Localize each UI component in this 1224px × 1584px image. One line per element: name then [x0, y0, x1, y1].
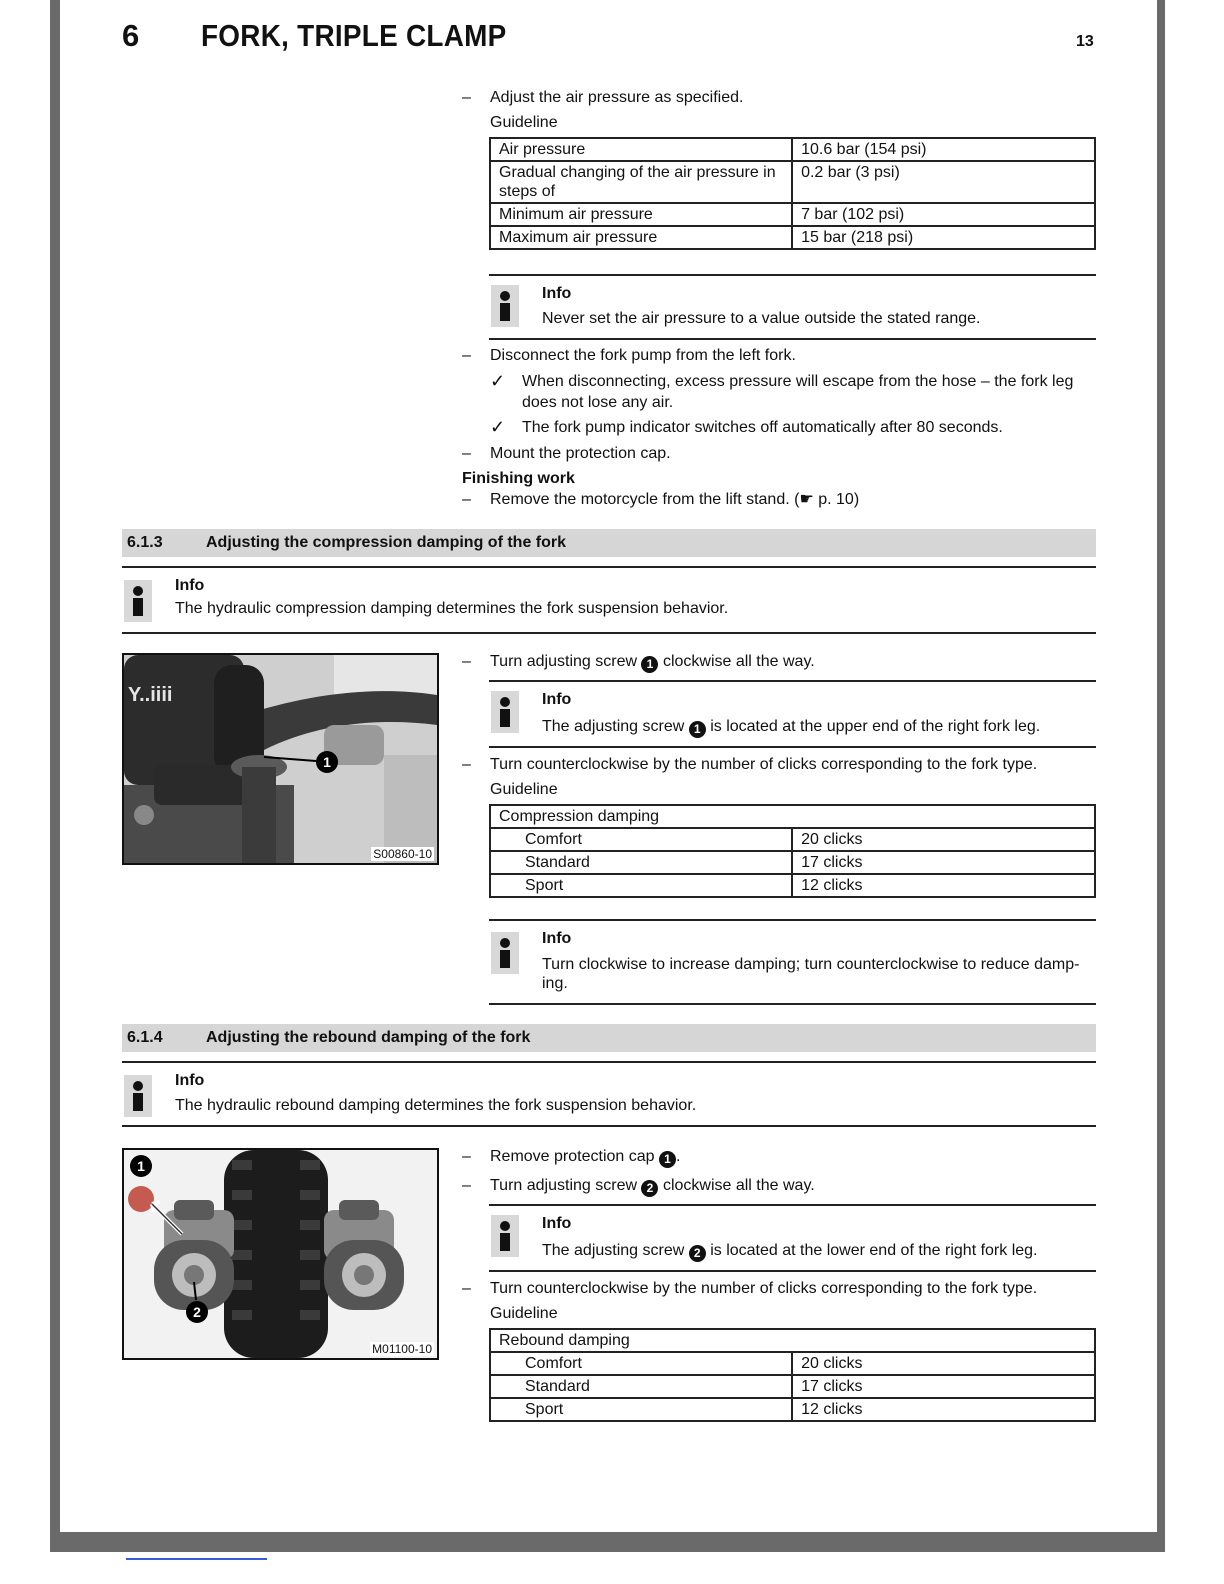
- table-row: [490, 828, 1095, 851]
- page-frame-right: [1157, 0, 1165, 1552]
- bullet-dash: –: [462, 89, 471, 106]
- table-cell: Comfort: [490, 828, 792, 851]
- info-icon: [491, 1215, 519, 1257]
- step-remove-cap: Remove protection cap 1 .: [490, 1148, 681, 1166]
- table-cell: Sport: [490, 874, 792, 897]
- step-turn-screw-clockwise: Turn adjusting screw 2 clockwise all the way.: [490, 1177, 815, 1195]
- info-text: The hydraulic compression damping determines the fork suspension behavior.: [175, 600, 729, 617]
- step-mount-cap: Mount the protection cap.: [490, 445, 671, 462]
- info-box-damping-direction: [489, 919, 1096, 1005]
- bullet-dash: –: [462, 1148, 471, 1165]
- page-number: 13: [1076, 33, 1094, 50]
- table-cell: 12 clicks: [792, 1398, 1095, 1421]
- info-title: Info: [542, 930, 572, 947]
- figure-illustration: [124, 655, 437, 863]
- bullet-dash: –: [462, 1177, 471, 1194]
- info-icon: [124, 580, 152, 622]
- table-cell: 20 clicks: [792, 828, 1095, 851]
- info-icon: [491, 932, 519, 974]
- table-cell: 20 clicks: [792, 1352, 1095, 1375]
- table-cell: 15 bar (218 psi): [792, 226, 1095, 249]
- air-pressure-table: [489, 137, 1096, 250]
- checkmark-icon: ✓: [490, 417, 506, 437]
- section-rule: [122, 1061, 1096, 1063]
- info-icon: [124, 1075, 152, 1117]
- bullet-dash: –: [462, 653, 471, 670]
- callout-number: 1: [689, 721, 706, 738]
- info-text-line1: Turn clockwise to increase damping; turn counterclockwise to reduce damp-: [542, 956, 1080, 973]
- info-text: Never set the air pressure to a value outside the stated range.: [542, 310, 981, 327]
- info-text: The adjusting screw 2 is located at the lower end of the right fork leg.: [542, 1242, 1038, 1260]
- bullet-dash: –: [462, 756, 471, 773]
- info-text-line2: ing.: [542, 975, 568, 992]
- table-cell: Minimum air pressure: [490, 203, 792, 226]
- step-adjust-air: Adjust the air pressure as specified.: [490, 89, 744, 106]
- bullet-dash: –: [462, 491, 471, 508]
- callout-number: 2: [689, 1245, 706, 1262]
- callout-number: 1: [641, 656, 658, 673]
- info-title: Info: [542, 1215, 572, 1232]
- section-title: Adjusting the rebound damping of the fork: [206, 1029, 531, 1046]
- section-number: 6.1.3: [127, 534, 163, 551]
- svg-text:Y..iiii: Y..iiii: [128, 684, 173, 706]
- info-icon: [491, 691, 519, 733]
- figure-code: S00860-10: [373, 847, 432, 861]
- table-row: [490, 874, 1095, 897]
- info-box-screw-location: [489, 1204, 1096, 1272]
- table-row: [490, 851, 1095, 874]
- table-row: [490, 1352, 1095, 1375]
- info-title: Info: [542, 691, 572, 708]
- info-box-compression: [122, 575, 1096, 634]
- info-text: The hydraulic rebound damping determines the fork suspension behavior.: [175, 1097, 697, 1114]
- table-cell: Gradual changing of the air pressure in steps of: [490, 161, 792, 203]
- step-disconnect-pump: Disconnect the fork pump from the left fork.: [490, 347, 796, 364]
- page-frame-bottom: [50, 1532, 1165, 1552]
- bullet-dash: –: [462, 1280, 471, 1297]
- table-cell: 17 clicks: [792, 851, 1095, 874]
- info-icon: [491, 285, 519, 327]
- step-remove-motorcycle[interactable]: Remove the motorcycle from the lift stand. (☛ p. 10): [490, 491, 860, 508]
- guideline-label: Guideline: [490, 1305, 558, 1322]
- table-cell: 17 clicks: [792, 1375, 1095, 1398]
- step-turn-counterclockwise: Turn counterclockwise by the number of clicks corresponding to the fork type.: [490, 756, 1038, 773]
- info-text: The adjusting screw 1 is located at the upper end of the right fork leg.: [542, 718, 1041, 736]
- table-cell: 0.2 bar (3 psi): [792, 161, 1095, 203]
- table-header-row: [490, 1329, 1095, 1352]
- bullet-dash: –: [462, 347, 471, 364]
- table-header: Compression damping: [490, 805, 1095, 828]
- guideline-label: Guideline: [490, 114, 558, 131]
- info-box-air: [489, 274, 1096, 340]
- table-cell: Standard: [490, 1375, 792, 1398]
- table-row: [490, 226, 1095, 249]
- info-title: Info: [542, 285, 572, 302]
- table-cell: Comfort: [490, 1352, 792, 1375]
- link-underline[interactable]: [126, 1558, 267, 1560]
- table-row: [490, 161, 1095, 203]
- table-header: Rebound damping: [490, 1329, 1095, 1352]
- info-box-screw-location: [489, 680, 1096, 748]
- chapter-number: 6: [122, 18, 140, 53]
- info-title: Info: [175, 1072, 205, 1089]
- finishing-work-heading: Finishing work: [462, 470, 575, 487]
- table-cell: 12 clicks: [792, 874, 1095, 897]
- info-box-rebound: [122, 1070, 1096, 1127]
- checkmark-icon: ✓: [490, 371, 506, 391]
- table-cell: 7 bar (102 psi): [792, 203, 1095, 226]
- table-cell: Sport: [490, 1398, 792, 1421]
- rebound-damping-table: [489, 1328, 1096, 1422]
- table-cell: 10.6 bar (154 psi): [792, 138, 1095, 161]
- callout-number: 2: [641, 1180, 658, 1197]
- figure-callout: 1: [323, 754, 331, 770]
- bullet-dash: –: [462, 445, 471, 462]
- section-rule: [122, 566, 1096, 568]
- table-header-row: [490, 805, 1095, 828]
- section-number: 6.1.4: [127, 1029, 163, 1046]
- table-row: [490, 138, 1095, 161]
- figure-compression-screw: [122, 653, 439, 865]
- section-header-compression: [122, 529, 1096, 557]
- page-frame-left: [50, 0, 60, 1552]
- table-cell: Air pressure: [490, 138, 792, 161]
- check-result-line1: When disconnecting, excess pressure will escape from the hose – the fork leg: [522, 373, 1074, 390]
- table-row: [490, 1398, 1095, 1421]
- check-result-line2: does not lose any air.: [522, 394, 674, 411]
- check-result-indicator: The fork pump indicator switches off automatically after 80 seconds.: [522, 419, 1003, 436]
- guideline-label: Guideline: [490, 781, 558, 798]
- figure-callout: 2: [193, 1304, 201, 1320]
- callout-number: 1: [659, 1151, 676, 1168]
- section-header-rebound: [122, 1024, 1096, 1052]
- figure-rebound-screw: [122, 1148, 439, 1360]
- step-turn-screw-clockwise: Turn adjusting screw 1 clockwise all the way.: [490, 653, 815, 671]
- figure-callout: 1: [137, 1158, 145, 1174]
- figure-illustration: [124, 1150, 437, 1358]
- figure-code: M01100-10: [372, 1342, 432, 1356]
- table-cell: Standard: [490, 851, 792, 874]
- table-row: [490, 1375, 1095, 1398]
- step-turn-counterclockwise: Turn counterclockwise by the number of clicks corresponding to the fork type.: [490, 1280, 1038, 1297]
- info-title: Info: [175, 577, 205, 594]
- section-title: Adjusting the compression damping of the fork: [206, 534, 567, 551]
- table-row: [490, 203, 1095, 226]
- chapter-title: FORK, TRIPLE CLAMP: [201, 18, 507, 53]
- compression-damping-table: [489, 804, 1096, 898]
- table-cell: Maximum air pressure: [490, 226, 792, 249]
